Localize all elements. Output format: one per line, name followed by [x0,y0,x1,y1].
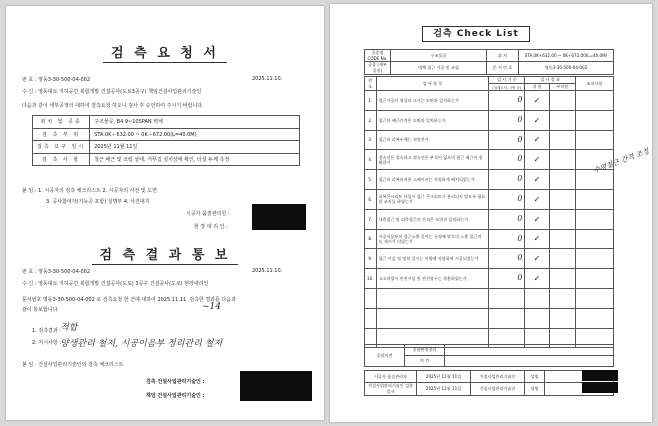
check-mark-icon: ✓ [533,234,541,244]
checklist-row [365,209,614,229]
check-mark-icon: ✓ [533,175,541,185]
pass-cell [525,209,549,229]
handwritten-mark: 0 [517,174,523,184]
handwritten-mark: 0 [517,233,523,243]
result-recipient: 수 신 : 영동대로 지하공간 복합개발 건설공사(도로) 3공구 건설공사(도로) 현장대리인 [22,281,209,287]
fail-cell [549,209,575,229]
remarks-cell [575,288,613,308]
remarks-cell [575,308,613,328]
table-header-row: 번호 검 사 항 목 검 사 기 준 검 사 결 과 조치사항 [365,77,614,84]
check-mark-icon: ✓ [533,274,541,284]
handwritten-mark: 0 [517,134,523,144]
checklist-row [365,150,614,170]
checklist-row [365,91,614,111]
item-text [376,288,489,308]
criteria-cell [489,110,525,130]
item-number: 7. [365,209,377,229]
result-item-2: 2. 지시사항 : [32,340,61,346]
check-mark-icon: ✓ [533,194,541,204]
fail-cell [549,150,575,170]
pass-cell [525,150,549,170]
table-row: 공종명 CODE No. 구조물공 위 치 STA.0K+632.00 ~ 0K+672.00(L=40.0M) [365,50,614,62]
pass-cell [525,189,549,209]
fail-cell [549,269,575,289]
item-number: 10. [365,269,377,289]
criteria-cell [489,229,525,249]
checklist-row [365,269,614,289]
handwritten-mark: 0 [517,193,523,203]
handwritten-mark: 0 [517,213,523,223]
pass-cell [525,249,549,269]
remarks-cell [575,189,613,209]
table-header-row: (설계도서, 시방 등) 적 합 부적합 [365,84,614,91]
request-recipient: 수 신 : 영동대로 지하공간 복합개발 건설공사(도로3공구) 책임건설사업관리기술인 [22,89,202,95]
item-text: 내측철근 및 외측철근의 간격은 도면과 일치하는가 [376,209,489,229]
table-row: 검 측 사 항 철근 배근 및 조립 상태, 거푸집 설치상태 확인, 타설 두께 측정 [33,153,300,166]
redacted-signature [240,371,312,401]
handwritten-date-note: ~14 [202,302,221,312]
remarks-cell [575,110,613,130]
table-row: 공종 (세부공종) 벽체 철근 가공 및 조립 문 서 번 호 명동3-30-500-04-002 [365,62,614,75]
request-sign-quality: 시공자 품질관리원 : [186,211,230,217]
signature-table [364,370,614,396]
checklist-row [365,189,614,209]
item-number: 1. [365,91,377,111]
item-number [365,288,377,308]
inspection-request-page [6,6,324,420]
handwritten-instructions: 양생관리 철저, 시공이음부 정리관리 철저 [60,339,223,349]
item-text: 철근의 배근간격은 도면과 일치하는가 [376,110,489,130]
fail-cell [549,308,575,328]
check-mark-icon: ✓ [533,95,541,105]
result-title: 검 측 결 과 통 보 [6,244,324,265]
checklist-page [330,4,652,422]
remarks-cell [575,269,613,289]
table-row: 검측 요구 일시 2025년 11월 11일 [33,141,300,154]
checklist-row [365,170,614,190]
request-date: 2025.11.10. [252,76,283,82]
handwritten-remark: 수평철근 간격 조정 [592,147,651,175]
criteria-cell [489,189,525,209]
criteria-cell [489,170,525,190]
handwritten-mark: 0 [517,154,523,164]
request-attachment-2: 3. 공사참여자(기능공 포함) 실명부 4. 사진대지 [46,199,150,205]
redacted-signature [252,204,306,230]
fail-cell [549,288,575,308]
handwritten-mark: 0 [517,273,523,283]
handwritten-mark: 0 [517,253,523,263]
criteria-cell [489,150,525,170]
criteria-cell [489,308,525,328]
criteria-cell [489,288,525,308]
redacted-signature [582,382,618,393]
pass-cell [525,269,549,289]
pass-cell [525,308,549,328]
item-number: 9. [365,249,377,269]
criteria-cell [489,91,525,111]
criteria-cell [489,269,525,289]
handwritten-mark: 0 [517,95,523,104]
pass-cell [525,110,549,130]
checklist-row [365,130,614,150]
item-text: 피복콘크리트 타설시 철근 콘크리트가 분리되지 않도록 필요한 조치를 하였는가 [376,189,489,209]
table-row: 의 견 [365,356,614,367]
fail-cell [549,170,575,190]
check-mark-icon: ✓ [533,115,541,125]
remarks-cell [575,91,613,111]
checklist-row [365,249,614,269]
item-text: 시공이음부의 철근노출 길이는 규정에 맞으며 노출 철근의 녹 제거가 되었는가 [376,229,489,249]
fail-cell [549,189,575,209]
checklist-row [365,110,614,130]
item-text: 철근의 피복유지용 스페이서는 적정하게 배치되었는가 [376,170,489,190]
fail-cell [549,249,575,269]
check-mark-icon: ✓ [533,214,541,224]
pass-cell [525,170,549,190]
checklist-table [364,76,614,348]
opinion-table [364,344,614,367]
item-number: 6. [365,189,377,209]
item-text: 고소작업시 안전시설 및 안전장구는 착용하였는가 [376,269,489,289]
item-number: 2. [365,110,377,130]
check-mark-icon: ✓ [533,155,541,165]
check-mark-icon: ✓ [533,135,541,145]
result-sign-chief: 책임 건설사업관리기술인 : [146,393,205,399]
item-number: 8. [365,229,377,249]
remarks-cell [575,209,613,229]
criteria-cell [489,130,525,150]
fail-cell [549,229,575,249]
handwritten-mark: 0 [517,114,523,124]
checklist-rows [365,91,614,348]
request-info-table [32,115,300,166]
table-row: 위치 및 공종 구조물공, B4 9~10SPAN 벽체 [33,116,300,129]
request-title: 검 측 요 청 서 [6,42,324,63]
request-attachment-1: 붙 임 : 1. 시공자의 검측 체크리스트 2. 시공자의 사전 및 도면 [22,188,157,194]
checklist-row [365,308,614,328]
item-text: 철근의 피복두께는 적정한가 [376,130,489,150]
check-mark-icon: ✓ [533,254,541,264]
handwritten-result: 적합 [60,323,78,333]
result-attachment: 붙 임 : 건설사업관리기술인의 검측 체크리스트 [22,362,124,368]
item-text: 철근가공의 형상과 크기는 도면과 일치하는가 [376,91,489,111]
result-sign-inspector: 검측 건설사업관리기술인 : [146,379,205,385]
request-sign-agent: 현 장 대 리 인 : [194,224,228,230]
redacted-signature [582,370,618,381]
criteria-cell [489,209,525,229]
pass-cell [525,130,549,150]
checklist-row [365,288,614,308]
table-row: 시공자 품질관리자 2025년 11월 11일 건설사업관리기술인 성명 [365,371,614,383]
result-date: 2025.11.10. [252,268,283,274]
checklist-title: 검측 Check List [422,26,530,42]
result-body-1: 문서번호 명동3-30-500-04-002 로 검측요청 한 건에 대하여 2025.11.11. 검측한 결과를 다음과 [22,297,236,303]
result-item-1: 1. 검측결과 : [32,328,61,334]
result-body-2: 같이 통보합니다. [22,307,59,313]
checklist-row [365,229,614,249]
fail-cell [549,91,575,111]
remarks-cell [575,249,613,269]
pass-cell [525,91,549,111]
fail-cell [549,130,575,150]
criteria-cell [489,249,525,269]
remarks-cell [575,130,613,150]
pass-cell [525,229,549,249]
fail-cell [549,110,575,130]
item-number: 5. [365,170,377,190]
request-number: 번 호 : 명동3-30-500-04-002 [22,77,90,83]
item-number: 4. [365,150,377,170]
item-text [376,308,489,328]
remarks-cell [575,229,613,249]
request-intro: 다음과 같이 세부공정의 대하여 검측요청 하오니 검사 후 승인하여 주시기 바랍니다. [22,103,204,109]
item-number: 3. [365,130,377,150]
item-number [365,308,377,328]
table-row: 종합의견 종합판정결과 [365,345,614,356]
checklist-header-table [364,49,614,75]
item-text: 결속선은 결속하고 결속선은 부식이 없으며 철근 배근이 정확한가 [376,150,489,170]
pass-cell [525,288,549,308]
table-row: 건설사업관리기술인 검측일자 2025년 11월 11일 건설사업관리기술인 성명 [365,383,614,396]
result-number: 번 호 : 명동3-30-500-04-002 [22,269,90,275]
item-text: 철근 이음 및 정착 길이는 시방에 적합하며 시공되었는가 [376,249,489,269]
table-row: 검 측 부 위 STA.0K＋632.00 ~ 0K＋672.00(L=40.0M) [33,128,300,141]
